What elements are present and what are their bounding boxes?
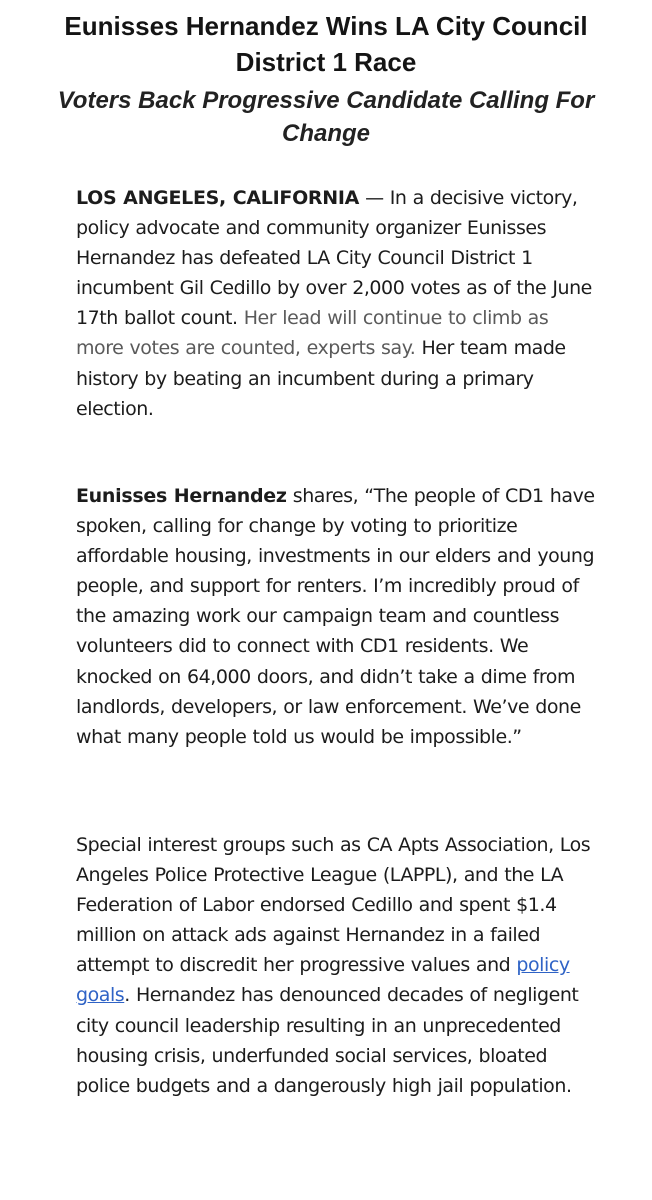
special-interests-text-end: . Hernandez has denounced decades of negligent city council leadership resulting in an unprecedented housing crisis, underfunded social services, bloated police budgets and a dangerously high jail population. [76, 984, 579, 1097]
intro-text-end: Her team made history by beating an incumbent during a primary election. [76, 337, 566, 420]
subheadline: Voters Back Progressive Candidate Calling For Change [57, 87, 595, 147]
paragraph-special-interests [76, 830, 596, 1101]
headline: Eunisses Hernandez Wins LA City Council District 1 Race [64, 11, 588, 77]
paragraph-intro [76, 183, 596, 424]
paragraph-quote [76, 481, 596, 752]
expert-note: Her lead will continue to climb as more votes are counted, experts say. [76, 307, 549, 360]
special-interests-text: Special interest groups such as CA Apts Association, Los Angeles Police Protective League (LAPPL), and the LA Federation of Labor endorsed Cedillo and spent $1.4 million on attack ads against Hernandez in a failed attempt to discredit her progressive values and [76, 834, 591, 977]
speaker-name: Eunisses Hernandez [76, 485, 287, 507]
quote-text: shares, “The people of CD1 have spoken, calling for change by voting to prioritize affordable housing, investments in our elders and young people, and support for renters. I’m incredibly proud of the amazing work our campaign team and countless volunteers did to connect with CD1 residents. We knocked on 64,000 doors, and didn’t take a dime from landlords, developers, or law enforcement. We’ve done what many people told us would be impossible.” [76, 485, 595, 748]
dateline: LOS ANGELES, CALIFORNIA [76, 187, 360, 209]
intro-text: — In a decisive victory, policy advocate and community organizer Eunisses Hernandez has defeated LA City Council District 1 incumbent Gil Cedillo by over 2,000 votes as of the June 17th ballot count. [76, 187, 592, 330]
policy-goals-link[interactable]: policy goals [76, 954, 570, 1007]
